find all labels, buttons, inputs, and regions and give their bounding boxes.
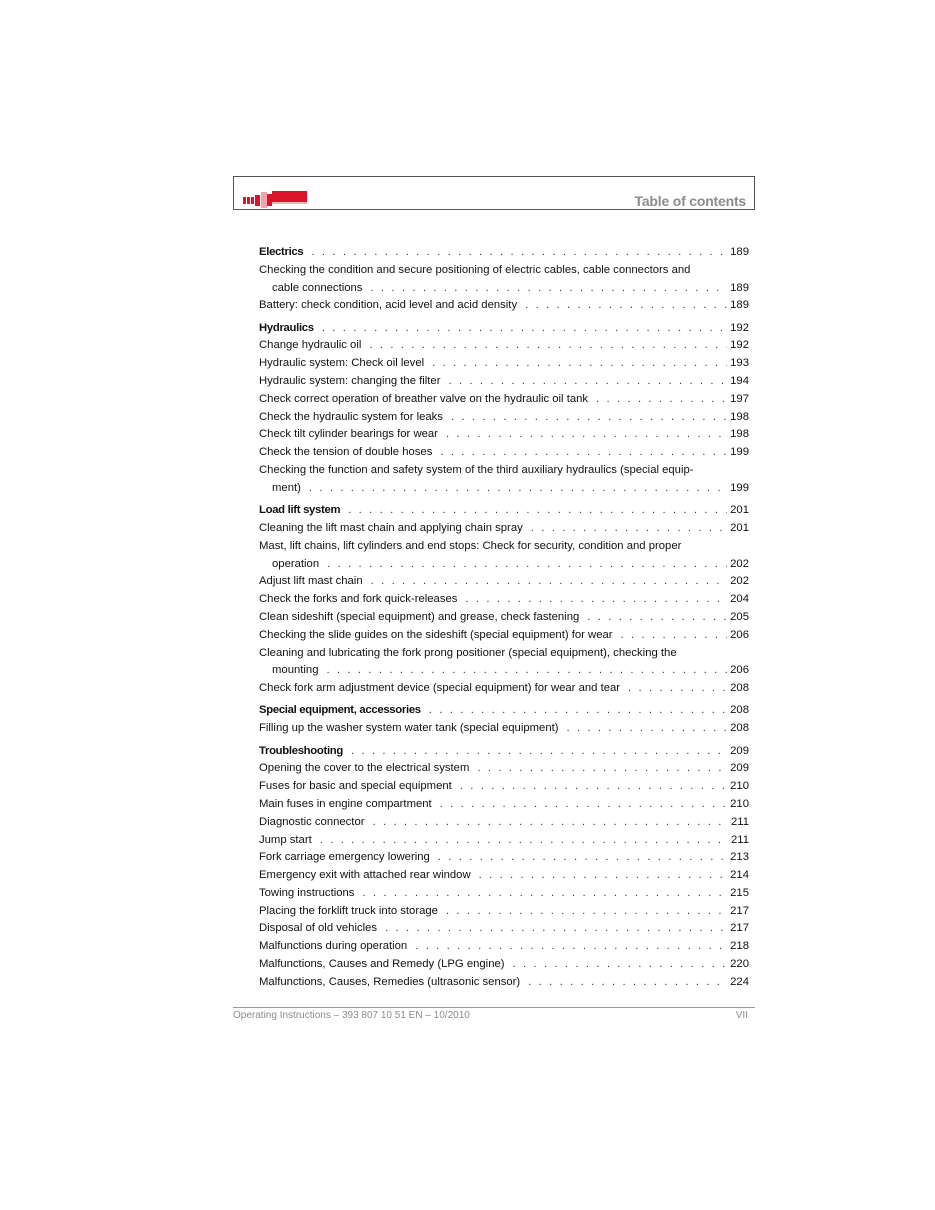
toc-entry-title: Malfunctions, Causes and Remedy (LPG engine) — [259, 958, 505, 971]
dot-leader — [311, 244, 727, 262]
toc-section-title: Troubleshooting — [259, 744, 343, 757]
footer-document-id: Operating Instructions – 393 807 10 51 EN – 10/2010 — [233, 1010, 470, 1021]
toc-page-number: 220 — [730, 958, 749, 971]
toc-entry[interactable] — [259, 426, 749, 444]
dot-leader — [429, 702, 727, 720]
footer-page-number: VII — [735, 1010, 748, 1021]
toc-entry-title: Emergency exit with attached rear window — [259, 869, 471, 882]
toc-entry[interactable] — [259, 355, 749, 373]
toc-entry-title: Battery: check condition, acid level and acid density — [259, 299, 518, 312]
toc-entry-title-line1: Checking the condition and secure positioning of electric cables, cable connectors and — [259, 263, 691, 276]
toc-page-number: 198 — [730, 410, 749, 423]
toc-entry[interactable] — [259, 297, 749, 315]
toc-entry-title: cable connections — [272, 281, 363, 294]
dot-leader — [320, 832, 728, 850]
toc-entry[interactable] — [259, 645, 749, 681]
toc-entry-title: Hydraulic system: Check oil level — [259, 357, 425, 370]
dot-leader — [385, 920, 727, 938]
toc-entry[interactable] — [259, 391, 749, 409]
toc-entry[interactable] — [259, 627, 749, 645]
toc-entry-title: Opening the cover to the electrical system — [259, 762, 470, 775]
toc-entry-title: Malfunctions, Causes, Remedies (ultrasonic sensor) — [259, 975, 521, 988]
dot-leader — [369, 337, 727, 355]
dot-leader — [326, 662, 727, 680]
toc-page-number: 218 — [730, 940, 749, 953]
toc-entry[interactable] — [259, 262, 749, 298]
toc-entry[interactable] — [259, 778, 749, 796]
toc-page-number: 192 — [730, 339, 749, 352]
dot-leader — [448, 373, 727, 391]
dot-leader — [513, 956, 728, 974]
toc-entry[interactable] — [259, 920, 749, 938]
toc-page-number: 192 — [730, 321, 749, 334]
dot-leader — [479, 867, 728, 885]
dot-leader — [465, 591, 727, 609]
toc-section[interactable] — [259, 702, 749, 720]
dot-leader — [477, 760, 727, 778]
dot-leader — [446, 903, 727, 921]
footer-divider — [233, 1007, 755, 1008]
toc-page-number: 208 — [730, 722, 749, 735]
dot-leader — [440, 444, 727, 462]
toc-entry[interactable] — [259, 974, 749, 992]
toc-entry[interactable] — [259, 337, 749, 355]
toc-page-number: 224 — [730, 975, 749, 988]
toc-page-number: 201 — [730, 521, 749, 534]
toc-entry-title: Adjust lift mast chain — [259, 575, 363, 588]
table-of-contents — [259, 244, 749, 992]
toc-entry-title: Check tilt cylinder bearings for wear — [259, 428, 438, 441]
toc-entry[interactable] — [259, 832, 749, 850]
dot-leader — [438, 849, 727, 867]
toc-page-number: 209 — [730, 762, 749, 775]
toc-page-number: 206 — [730, 664, 749, 677]
toc-entry-title: Cleaning the lift mast chain and applying chain spray — [259, 521, 523, 534]
toc-entry-title: Diagnostic connector — [259, 815, 365, 828]
dot-leader — [621, 627, 728, 645]
toc-entry-title: Clean sideshift (special equipment) and grease, check fastening — [259, 610, 580, 623]
toc-page-number: 208 — [730, 682, 749, 695]
toc-section[interactable] — [259, 502, 749, 520]
toc-entry[interactable] — [259, 373, 749, 391]
toc-entry-title: Main fuses in engine compartment — [259, 797, 432, 810]
toc-entry[interactable] — [259, 609, 749, 627]
toc-entry[interactable] — [259, 814, 749, 832]
toc-entry[interactable] — [259, 591, 749, 609]
toc-page-number: 189 — [730, 299, 749, 312]
toc-entry-title: Hydraulic system: changing the filter — [259, 375, 441, 388]
toc-page-number: 204 — [730, 593, 749, 606]
toc-entry[interactable] — [259, 444, 749, 462]
toc-page-number: 215 — [730, 886, 749, 899]
toc-entry-title: Jump start — [259, 833, 312, 846]
toc-entry-title: Check correct operation of breather valve on the hydraulic oil tank — [259, 392, 589, 405]
dot-leader — [460, 778, 727, 796]
toc-entry-title: Check fork arm adjustment device (special equipment) for wear and tear — [259, 682, 621, 695]
toc-entry[interactable] — [259, 538, 749, 574]
dot-leader — [451, 409, 727, 427]
dot-leader — [628, 680, 727, 698]
toc-page-number: 208 — [730, 704, 749, 717]
dot-leader — [348, 502, 727, 520]
toc-entry[interactable] — [259, 903, 749, 921]
toc-page-number: 214 — [730, 869, 749, 882]
dot-leader — [596, 391, 727, 409]
dot-leader — [432, 355, 727, 373]
dot-leader — [567, 720, 728, 738]
toc-entry[interactable] — [259, 956, 749, 974]
brand-logo-icon — [243, 191, 307, 208]
toc-entry[interactable] — [259, 849, 749, 867]
toc-entry-title: operation — [272, 557, 320, 570]
toc-section-title: Load lift system — [259, 504, 341, 517]
toc-page-number: 201 — [730, 504, 749, 517]
dot-leader — [373, 814, 728, 832]
toc-entry[interactable] — [259, 938, 749, 956]
toc-section[interactable] — [259, 320, 749, 338]
toc-page-number: 210 — [730, 780, 749, 793]
toc-entry-title-line1: Mast, lift chains, lift cylinders and end stops: Check for security, condition and proper — [259, 539, 682, 552]
toc-section[interactable] — [259, 244, 749, 262]
toc-entry[interactable] — [259, 885, 749, 903]
toc-page-number: 211 — [730, 833, 749, 846]
toc-section-title: Hydraulics — [259, 321, 314, 334]
toc-section[interactable] — [259, 743, 749, 761]
dot-leader — [525, 297, 727, 315]
toc-entry[interactable] — [259, 680, 749, 698]
toc-page-number: 217 — [730, 922, 749, 935]
dot-leader — [587, 609, 727, 627]
toc-page-number: 189 — [730, 246, 749, 258]
dot-leader — [440, 796, 727, 814]
toc-entry-title: Check the forks and fork quick-releases — [259, 593, 458, 606]
toc-page-number: 213 — [730, 851, 749, 864]
toc-entry[interactable] — [259, 520, 749, 538]
dot-leader — [446, 426, 727, 444]
toc-entry-title-line1: Cleaning and lubricating the fork prong positioner (special equipment), checking the — [259, 646, 677, 659]
header-title: Table of contents — [634, 193, 746, 209]
dot-leader — [415, 938, 727, 956]
dot-leader — [528, 974, 727, 992]
toc-page-number: 197 — [730, 392, 749, 405]
toc-entry[interactable] — [259, 720, 749, 738]
dot-leader — [531, 520, 727, 538]
toc-entry-title: Malfunctions during operation — [259, 940, 408, 953]
toc-entry[interactable] — [259, 796, 749, 814]
toc-entry[interactable] — [259, 573, 749, 591]
toc-entry-title: Disposal of old vehicles — [259, 922, 378, 935]
dot-leader — [322, 320, 727, 338]
toc-page-number: 199 — [730, 446, 749, 459]
toc-entry-title: Check the hydraulic system for leaks — [259, 410, 443, 423]
toc-entry[interactable] — [259, 409, 749, 427]
toc-page-number: 217 — [730, 904, 749, 917]
dot-leader — [351, 743, 727, 761]
page-header — [233, 176, 755, 210]
dot-leader — [327, 556, 727, 574]
toc-entry-title: Fuses for basic and special equipment — [259, 780, 452, 793]
toc-entry[interactable] — [259, 760, 749, 778]
toc-section-title: Electrics — [259, 246, 304, 258]
toc-entry-title: Checking the slide guides on the sideshift (special equipment) for wear — [259, 628, 613, 641]
toc-page-number: 205 — [730, 610, 749, 623]
toc-entry-title: ment) — [272, 481, 301, 494]
dot-leader — [370, 280, 727, 298]
toc-entry-title: Placing the forklift truck into storage — [259, 904, 438, 917]
toc-page-number: 193 — [730, 357, 749, 370]
toc-entry[interactable] — [259, 867, 749, 885]
toc-page-number: 211 — [730, 815, 749, 828]
toc-entry-title: mounting — [272, 664, 319, 677]
toc-page-number: 199 — [730, 481, 749, 494]
toc-page-number: 206 — [730, 628, 749, 641]
dot-leader — [371, 573, 728, 591]
toc-entry-title: Filling up the washer system water tank (special equipment) — [259, 722, 559, 735]
toc-entry-title: Change hydraulic oil — [259, 339, 362, 352]
toc-page-number: 194 — [730, 375, 749, 388]
dot-leader — [309, 480, 727, 498]
dot-leader — [362, 885, 727, 903]
toc-entry-title: Check the tension of double hoses — [259, 446, 433, 459]
toc-page-number: 209 — [730, 744, 749, 757]
toc-entry[interactable] — [259, 462, 749, 498]
toc-entry-title: Towing instructions — [259, 886, 355, 899]
toc-page-number: 198 — [730, 428, 749, 441]
toc-page-number: 189 — [730, 281, 749, 294]
toc-section-title: Special equipment, accessories — [259, 704, 421, 717]
toc-entry-title: Fork carriage emergency lowering — [259, 851, 430, 864]
toc-page-number: 202 — [730, 557, 749, 570]
toc-page-number: 202 — [730, 575, 749, 588]
toc-page-number: 210 — [730, 797, 749, 810]
toc-entry-title-line1: Checking the function and safety system of the third auxiliary hydraulics (special equip- — [259, 464, 694, 477]
